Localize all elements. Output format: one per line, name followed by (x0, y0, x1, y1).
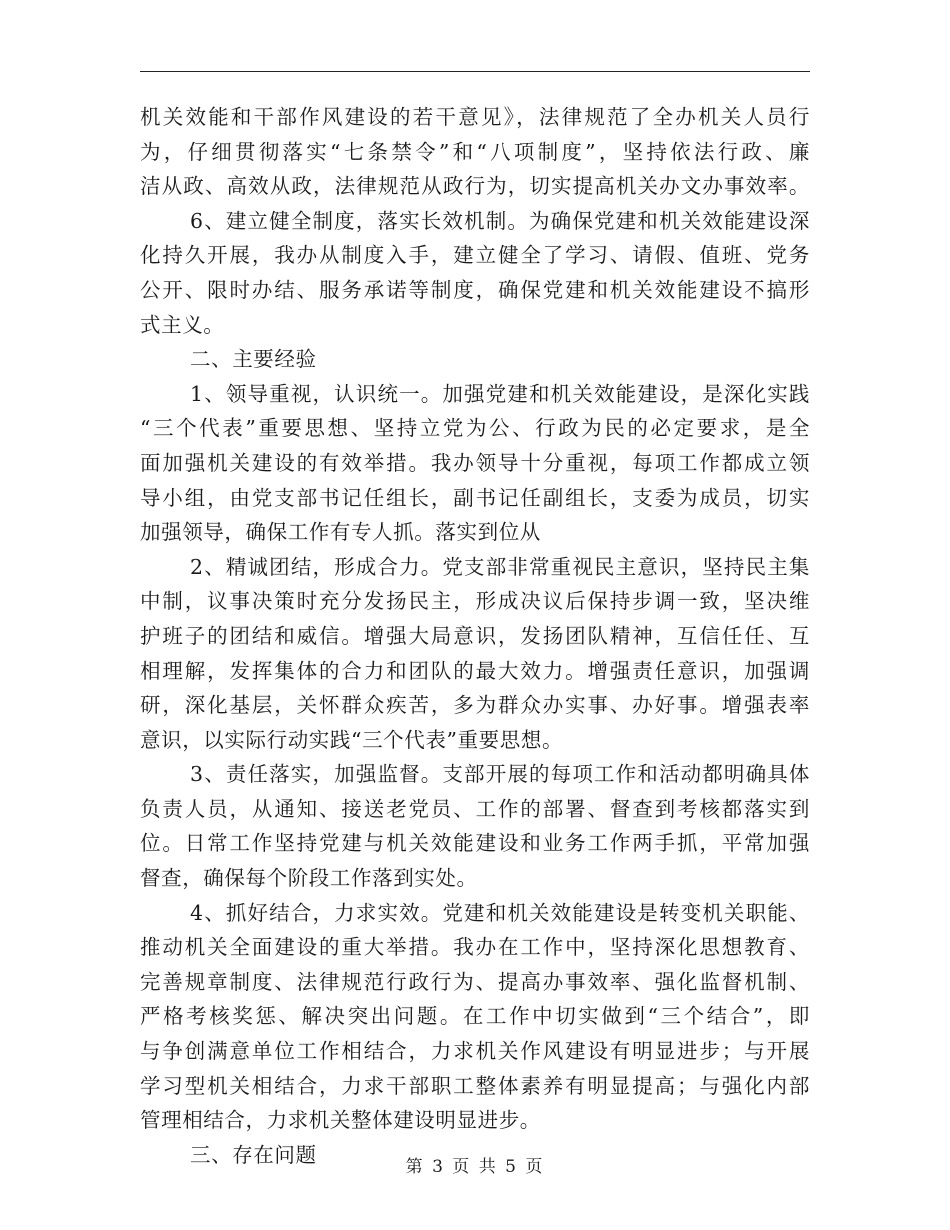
text-line: 3、责任落实，加强监督。支部开展的每项工作和活动都明确具体 (190, 762, 810, 787)
header-rule (140, 71, 810, 72)
page-footer: 第 3 页 共 5 页 (405, 1157, 545, 1177)
text-line: 6、建立健全制度，落实长效机制。为确保党建和机关效能建设深 (190, 208, 810, 233)
text-line: 4、抓好结合，力求实效。党建和机关效能建设是转变机关职能、 (190, 900, 810, 925)
text-line: 意识，以实际行动实践“三个代表”重要思想。 (140, 727, 564, 752)
text-line: 中制，议事决策时充分发扬民主，形成决议后保持步调一致，坚决维 (140, 589, 810, 614)
text-line: 三、存在问题 (190, 1142, 317, 1167)
text-line: 护班子的团结和威信。增强大局意识，发扬团队精神，互信任任、互 (140, 623, 810, 648)
text-line: 式主义。 (140, 312, 225, 337)
text-line: 相理解，发挥集体的合力和团队的最大效力。增强责任意识，加强调 (140, 658, 810, 683)
text-line: 完善规章制度、法律规范行政行为、提高办事效率、强化监督机制、 (140, 969, 810, 994)
text-line: “三个代表”重要思想、坚持立党为公、行政为民的必定要求，是全 (140, 416, 810, 441)
text-line: 1、领导重视，认识统一。加强党建和机关效能建设，是深化实践 (190, 381, 810, 406)
text-line: 位。日常工作坚持党建与机关效能建设和业务工作两手抓，平常加强 (140, 831, 810, 856)
text-line: 洁从政、高效从政，法律规范从政行为，切实提高机关办文办事效率。 (140, 174, 810, 199)
text-line: 管理相结合，力求机关整体建设明显进步。 (140, 1108, 541, 1133)
text-line: 与争创满意单位工作相结合，力求机关作风建设有明显进步；与开展 (140, 1039, 810, 1064)
text-line: 负责人员，从通知、接送老党员、工作的部署、督查到考核都落实到 (140, 796, 810, 821)
text-line: 督查，确保每个阶段工作落到实处。 (140, 866, 478, 891)
document-body (140, 100, 810, 1172)
text-line: 2、精诚团结，形成合力。党支部非常重视民主意识，坚持民主集 (190, 554, 810, 579)
text-line: 公开、限时办结、服务承诺等制度，确保党建和机关效能建设不搞形 (140, 277, 810, 302)
text-line: 为，仔细贯彻落实“七条禁令”和“八项制度”，坚持依法行政、廉 (140, 139, 810, 164)
text-line: 导小组，由党支部书记任组长，副书记任副组长，支委为成员，切实 (140, 485, 810, 510)
text-line: 推动机关全面建设的重大举措。我办在工作中，坚持深化思想教育、 (140, 935, 810, 960)
text-line: 学习型机关相结合，力求干部职工整体素养有明显提高；与强化内部 (140, 1073, 810, 1098)
text-line: 二、主要经验 (190, 347, 317, 372)
text-line: 研，深化基层，关怀群众疾苦，多为群众办实事、办好事。增强表率 (140, 693, 810, 718)
text-line: 化持久开展，我办从制度入手，建立健全了学习、请假、值班、党务 (140, 243, 810, 268)
text-line: 机关效能和干部作风建设的若干意见》，法律规范了全办机关人员行 (140, 105, 810, 129)
text-line: 加强领导，确保工作有专人抓。落实到位从 (140, 520, 541, 545)
text-line: 面加强机关建设的有效举措。我办领导十分重视，每项工作都成立领 (140, 450, 810, 475)
text-line: 严格考核奖惩、解决突出问题。在工作中切实做到“三个结合”，即 (140, 1004, 810, 1029)
